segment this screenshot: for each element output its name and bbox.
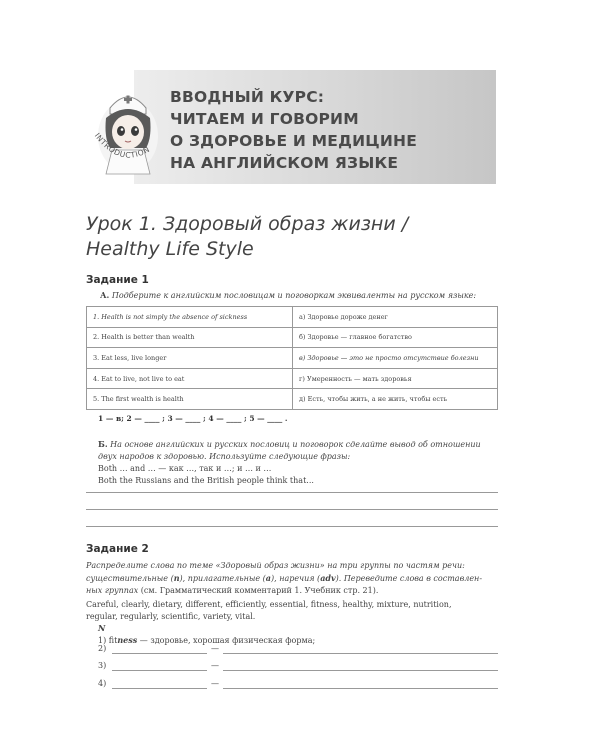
answer-blank-translation[interactable] [223, 653, 498, 654]
english-proverb: 3. Eat less, live longer [87, 348, 293, 369]
table-row [87, 327, 498, 348]
lesson-title-line-1: Урок 1. Здоровый образ жизни / [86, 213, 409, 235]
english-proverb: 1. Health is not simply the absence of sickness [87, 307, 293, 328]
english-proverb: 2. Health is better than wealth [87, 327, 293, 348]
writing-line [86, 509, 498, 510]
item-word-suffix: ness [117, 635, 138, 645]
adjective-marker: a [265, 573, 271, 583]
part-a-label: А. [100, 290, 110, 300]
task2-instructions [86, 560, 482, 597]
fill-item-number: 4) [98, 679, 107, 688]
title-line-3: О ЗДОРОВЬЕ И МЕДИЦИНЕ [170, 132, 417, 150]
instr-text: существительные ( [86, 574, 174, 583]
section-title [170, 86, 417, 174]
part-b-label: Б. [98, 439, 108, 449]
svg-text:INTRODUCTION: INTRODUCTION [92, 131, 152, 160]
answer-key-line: 1 — в; 2 — ____ ; 3 — ____ ; 4 — ____ ; 5 — ____ . [98, 414, 288, 423]
task2-instr-line-1: Распределите слова по теме «Здоровый образ жизни» на три группы по частям речи: [86, 561, 465, 570]
instr-italic: ных группах [86, 586, 139, 595]
task1-heading: Задание 1 [86, 274, 149, 286]
example-item [98, 634, 315, 647]
task2-heading: Задание 2 [86, 543, 149, 555]
russian-equivalent: г) Умеренность — мать здоровья [293, 368, 498, 389]
part-b-text-2: двух народов к здоровью. Используйте следующие фразы: [98, 452, 351, 461]
instr-text: ), наречия ( [270, 574, 321, 583]
english-proverb: 4. Eat to live, not live to eat [87, 368, 293, 389]
lesson-title [86, 212, 408, 262]
part-b-text-1: На основе английских и русских пословиц и поговорок сделайте вывод об отношении [110, 440, 481, 449]
title-line-1: ВВОДНЫЙ КУРС: [170, 88, 325, 106]
dash: — [211, 644, 219, 653]
instr-text: ). Переведите слова в составлен- [335, 574, 483, 583]
russian-equivalent: д) Есть, чтобы жить, а не жить, чтобы есть [293, 389, 498, 410]
example-sentence: Both the Russians and the British people think that... [98, 476, 314, 485]
dash: — [211, 679, 219, 688]
fill-item-number: 3) [98, 661, 107, 670]
answer-blank-word[interactable] [112, 653, 207, 654]
proverbs-table [86, 306, 498, 410]
title-line-4: НА АНГЛИЙСКОМ ЯЗЫКЕ [170, 154, 399, 172]
table-row [87, 368, 498, 389]
answer-blank-word[interactable] [112, 688, 207, 689]
instr-text: ), прилагательные ( [179, 574, 266, 583]
table-row [87, 389, 498, 410]
title-line-2: ЧИТАЕМ И ГОВОРИМ [170, 110, 359, 128]
english-proverb: 5. The first wealth is health [87, 389, 293, 410]
adverb-marker: adv [320, 573, 336, 583]
word-list-line-2: regular, regularly, scientific, variety, vital. [86, 612, 256, 621]
noun-marker: n [173, 573, 180, 583]
word-list [86, 599, 452, 623]
russian-equivalent: б) Здоровье — главное богатство [293, 327, 498, 348]
russian-equivalent: а) Здоровье дороже денег [293, 307, 498, 328]
part-a-text: Подберите к английским пословицам и поговоркам эквиваленты на русском языке: [111, 291, 477, 300]
task2-instr-line-3 [86, 585, 482, 597]
task1-part-b [98, 438, 481, 463]
table-row [87, 348, 498, 369]
answer-blank-translation[interactable] [223, 670, 498, 671]
instr-plain: (см. Грамматический комментарий 1. Учебник стр. 21). [138, 586, 379, 595]
lesson-title-line-2: Healthy Life Style [86, 238, 254, 260]
item-number: 1) [98, 636, 107, 645]
task2-instr-line-2 [86, 572, 482, 585]
item-translation: — здоровье, хорошая физическая форма; [137, 636, 316, 645]
table-row [87, 307, 498, 328]
introduction-arc-label [84, 118, 174, 182]
writing-line [86, 526, 498, 527]
answer-blank-translation[interactable] [223, 688, 498, 689]
task1-part-a [100, 289, 476, 302]
russian-equivalent: в) Здоровье — это не просто отсутствие болезни [293, 348, 498, 369]
answer-blank-word[interactable] [112, 670, 207, 671]
noun-group-label: N [98, 623, 106, 633]
word-list-line-1: Careful, clearly, dietary, different, efficiently, essential, fitness, healthy, mixture, nutrition, [86, 600, 452, 609]
item-word-stem: fit [108, 636, 118, 645]
writing-line [86, 492, 498, 493]
fill-item-number: 2) [98, 644, 107, 653]
phrases-line: Both … and … — как …, так и …; и … и … [98, 464, 272, 473]
dash: — [211, 661, 219, 670]
